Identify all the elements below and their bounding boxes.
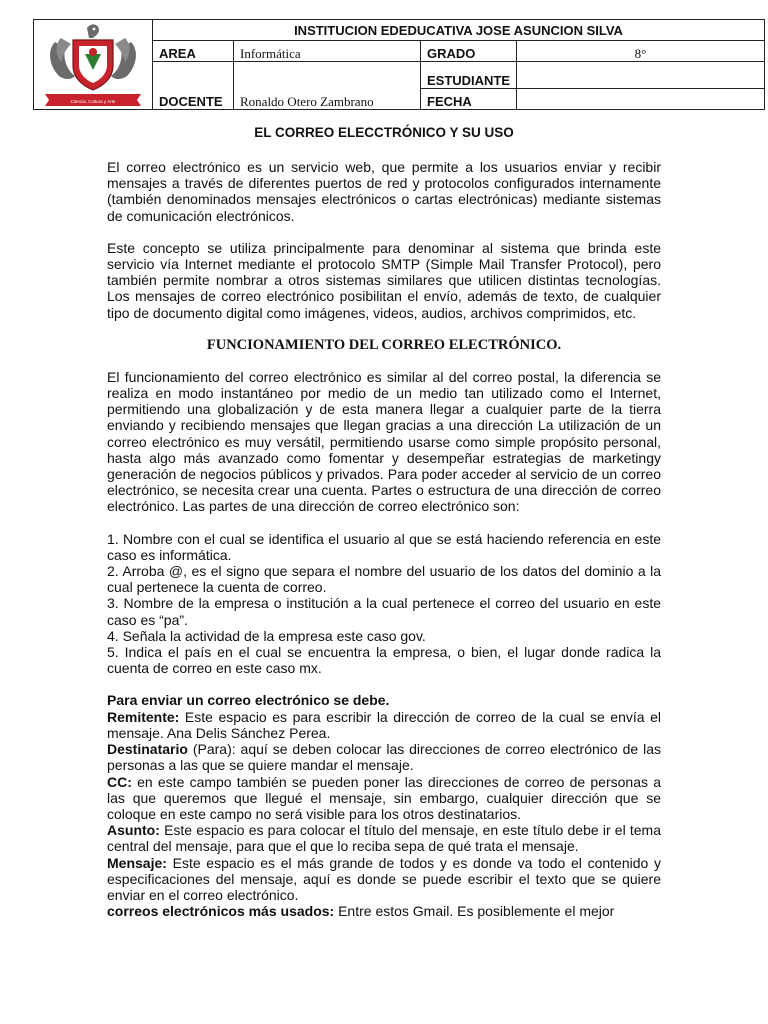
document-title: EL CORREO ELECCTRÓNICO Y SU USO bbox=[254, 125, 514, 140]
list-item: 5. Indica el país en el cual se encuentra la empresa, o bien, el lugar donde radica la cuenta de correo en este caso mx. bbox=[107, 644, 661, 677]
definition-item bbox=[107, 903, 661, 919]
definition-term: CC: bbox=[107, 773, 132, 790]
section-title: FUNCIONAMIENTO DEL CORREO ELECTRÓNICO. bbox=[206, 336, 562, 353]
list-item: 3. Nombre de la empresa o institución a la cual pertenece el correo del usuario en este caso es “pa”. bbox=[107, 595, 661, 628]
definition-term: Asunto: bbox=[107, 822, 160, 839]
definition-item bbox=[107, 774, 661, 823]
definition-text: Este espacio es el más grande de todos y es donde va todo el contenido y especificaciones del mensaje, aquí es donde se puede escribir el texto que se quiere enviar en el correo electrónico. bbox=[107, 854, 661, 903]
definition-item bbox=[107, 709, 661, 741]
definition-text: Este espacio es para colocar el título del mensaje, en este título debe ir el tema central del mensaje, para que el que lo reciba sepa de qué trata el mensaje. bbox=[107, 822, 661, 855]
docente-label: DOCENTE bbox=[153, 62, 234, 110]
definition-text: en este campo también se pueden poner las direcciones de correo de personas a las que queremos que llegué el mensaje, sin embargo, cualquier dirección que se coloque en este campo no será visible para los otros destinatarios. bbox=[107, 773, 661, 822]
header-table bbox=[33, 19, 765, 110]
definition-text: Entre estos Gmail. Es posiblemente el mejor bbox=[334, 903, 615, 920]
svg-text:Ciencia, Cultura y Arte: Ciencia, Cultura y Arte bbox=[70, 99, 116, 104]
send-steps bbox=[107, 692, 661, 919]
grado-value: 8° bbox=[517, 41, 765, 62]
definition-term: correos electrónicos más usados: bbox=[107, 903, 335, 920]
intro-paragraph-2: Este concepto se utiliza principalmente para denominar al sistema que brinda este servicio vía Internet mediante el protocolo SMTP (Simple Mail Transfer Protocol), pero también permite nombrar a otros sistemas similares que utilicen distintas tecnologías. Los mensajes de correo electrónico posibilitan el envío, además de texto, de cualquier tipo de documento digital como imágenes, videos, audios, archivos comprimidos, etc. bbox=[107, 239, 661, 321]
definition-item bbox=[107, 855, 661, 904]
intro-paragraph-1: El correo electrónico es un servicio web, que permite a los usuarios enviar y recibir mensajes a través de diferentes puertos de red y protocolos configurados internamente (también denominados mensajes electrónicos o cartas electrónicas) mediante sistemas de comunicación electrónicos. bbox=[107, 159, 661, 224]
email-parts-list bbox=[107, 531, 661, 677]
school-crest-icon bbox=[37, 20, 149, 106]
definition-term: Mensaje: bbox=[107, 854, 167, 871]
function-paragraph: El funcionamiento del correo electrónico es similar al del correo postal, la diferencia se realiza en modo instantáneo por medio de un medio tan utilizado como el Internet, permitiendo una globalización y de esta manera llegar a cualquier parte de la tierra enviando y recibiendo mensajes que llegan gracias a una dirección La utilización de un correo electrónico es muy versátil, permitiendo usarse como simple propósito personal, hasta algo más avanzado como fomentar y desempeñar estrategias de marketingy generación de negocios públicos y privados. Para poder acceder al servicio de un correo electrónico, se necesita crear una cuenta. Partes o estructura de una dirección de correo electrónico. Las partes de una dirección de correo electrónico son: bbox=[107, 368, 661, 515]
list-item: 4. Señala la actividad de la empresa este caso gov. bbox=[107, 627, 426, 644]
definition-term: Destinatario bbox=[107, 741, 188, 758]
definition-text: Este espacio es para escribir la dirección de correo de la cual se envía el mensaje. Ana Delis Sánchez Perea. bbox=[107, 708, 661, 741]
list-item: 2. Arroba @, es el signo que separa el nombre del usuario de los datos del dominio a la cual pertenece la cuenta de correo. bbox=[107, 563, 661, 596]
estudiante-label: ESTUDIANTE bbox=[421, 62, 517, 89]
send-heading: Para enviar un correo electrónico se debe. bbox=[107, 692, 390, 709]
fecha-value bbox=[517, 89, 765, 110]
estudiante-value bbox=[517, 62, 765, 89]
docente-value: Ronaldo Otero Zambrano bbox=[234, 62, 421, 110]
institution-name: INSTITUCION EDEDUCATIVA JOSE ASUNCION SILVA bbox=[153, 20, 765, 41]
area-value: Informática bbox=[234, 41, 421, 62]
document-body bbox=[107, 122, 661, 919]
definition-item bbox=[107, 741, 661, 773]
list-item: 1. Nombre con el cual se identifica el usuario al que se está haciendo referencia en este caso es informática. bbox=[107, 530, 661, 563]
area-label: AREA bbox=[153, 41, 234, 62]
definition-text: (Para): aquí se deben colocar las direcciones de correo electrónico de las personas a las que se quiere mandar el mensaje. bbox=[107, 741, 661, 774]
fecha-label: FECHA bbox=[421, 89, 517, 110]
definition-item bbox=[107, 822, 661, 854]
school-logo bbox=[34, 20, 153, 110]
definition-term: Remitente: bbox=[107, 708, 180, 725]
grado-label: GRADO bbox=[421, 41, 517, 62]
